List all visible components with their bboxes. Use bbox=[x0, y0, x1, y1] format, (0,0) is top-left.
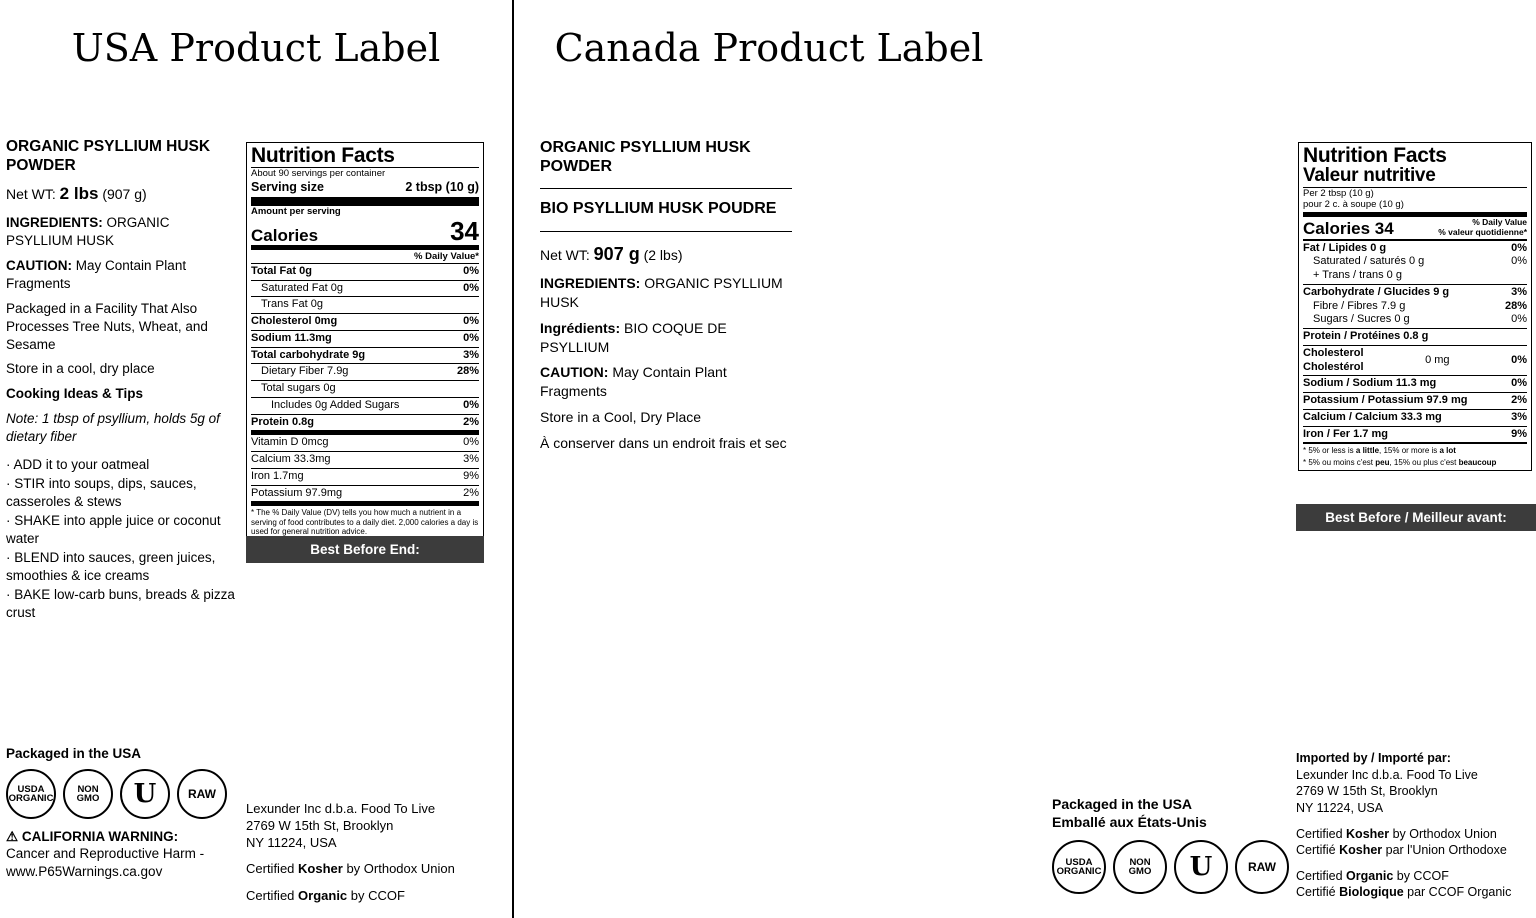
table-row bbox=[1303, 255, 1527, 269]
footnote-bold: a lot bbox=[1439, 446, 1456, 456]
nutrient-label: Cholesterol 0mg bbox=[251, 315, 338, 328]
table-row bbox=[1303, 313, 1527, 327]
address-line: Lexunder Inc d.b.a. Food To Live bbox=[246, 801, 436, 816]
nutrient-dv: 2% bbox=[463, 486, 479, 499]
usda-organic-seal bbox=[6, 769, 56, 819]
usa-cert-organic bbox=[246, 887, 496, 904]
nutrient-dv: 3% bbox=[1511, 285, 1527, 298]
usa-nf-title: Nutrition Facts bbox=[251, 144, 395, 167]
nutrient-dv: 0% bbox=[463, 436, 479, 449]
cert-keyword: Biologique bbox=[1339, 885, 1404, 900]
nutrient-label: Dietary Fiber 7.9g bbox=[261, 365, 349, 378]
divider-line bbox=[540, 188, 792, 189]
raw-seal bbox=[177, 769, 227, 819]
nutrient-label: Saturated / saturés 0 g bbox=[1313, 255, 1425, 268]
usa-nf-serving-size bbox=[251, 180, 479, 196]
canada-importer-header: Imported by / Importé par: bbox=[1296, 751, 1451, 765]
cert-suffix: par l'Union Orthodoxe bbox=[1382, 843, 1507, 858]
table-row bbox=[251, 365, 479, 379]
nutrient-dv: 0% bbox=[1511, 353, 1527, 366]
nutrient-label: Calcium / Calcium 33.3 mg bbox=[1303, 410, 1442, 423]
nutrient-dv: 3% bbox=[1511, 410, 1527, 423]
nutrient-dv: 0% bbox=[463, 264, 479, 277]
canada-nf-dv-fr: % valeur quotidienne* bbox=[1438, 226, 1527, 237]
usa-cert-kosher bbox=[246, 860, 496, 877]
usa-psyllium-note: Note: 1 tbsp of psyllium, holds 5g of dietary fiber bbox=[6, 411, 220, 445]
canada-cert-kosher-en bbox=[1296, 826, 1536, 843]
canada-ingredients-fr-value: BIO COQUE DE PSYLLIUM bbox=[540, 319, 727, 355]
table-row bbox=[1303, 286, 1527, 300]
canada-text-column bbox=[540, 138, 792, 460]
address-line: NY 11224, USA bbox=[1296, 800, 1384, 815]
nutrient-label: Protein / Protéines 0.8 g bbox=[1303, 330, 1429, 343]
canada-storage-fr: À conserver dans un endroit frais et sec bbox=[540, 435, 787, 452]
nutrient-label: Includes 0g Added Sugars bbox=[271, 398, 400, 411]
cert-prefix: Certifié bbox=[1296, 885, 1340, 900]
list-item: · BAKE low-carb buns, breads & pizza crust bbox=[6, 586, 235, 620]
table-row bbox=[251, 332, 479, 346]
nutrient-label: Protein 0.8g bbox=[251, 415, 314, 428]
table-row bbox=[251, 298, 479, 312]
usa-nf-calories-label: Calories bbox=[251, 225, 319, 245]
raw-seal bbox=[1235, 840, 1289, 894]
table-row bbox=[251, 282, 479, 296]
canada-panel bbox=[514, 0, 1527, 918]
usa-nf-amount-per: Amount per serving bbox=[251, 205, 341, 217]
canada-caution-label: CAUTION: bbox=[540, 364, 609, 381]
nutrient-dv: 0% bbox=[463, 315, 479, 328]
canada-storage-en: Store in a Cool, Dry Place bbox=[540, 409, 702, 426]
canada-nf-title-en: Nutrition Facts bbox=[1303, 144, 1447, 167]
nutrient-dv: 3% bbox=[463, 348, 479, 361]
usa-storage-note: Store in a cool, dry place bbox=[6, 361, 155, 377]
cert-prefix: Certified bbox=[246, 887, 299, 903]
cert-keyword: Kosher bbox=[298, 861, 343, 877]
nutrient-label: Total carbohydrate 9g bbox=[251, 348, 366, 361]
seal-line-1: NON bbox=[1129, 856, 1151, 868]
usa-best-before-banner: Best Before End: bbox=[246, 536, 484, 563]
usa-text-column bbox=[6, 138, 238, 623]
seal-line-1: RAW bbox=[1248, 860, 1276, 874]
seal-line-2: GMO bbox=[1128, 866, 1152, 877]
cholesterol-label-en: Cholesterol bbox=[1303, 346, 1364, 359]
usa-cooking-header: Cooking Ideas & Tips bbox=[6, 386, 144, 402]
nutrient-dv: 0% bbox=[1511, 255, 1527, 268]
cert-keyword: Organic bbox=[1346, 868, 1394, 883]
table-row bbox=[1303, 411, 1527, 425]
table-row bbox=[251, 436, 479, 450]
canada-net-weight bbox=[540, 242, 792, 266]
nutrient-dv: 9% bbox=[463, 469, 479, 482]
canada-nf-dv-en: % Daily Value bbox=[1472, 217, 1527, 228]
nutrient-label: Total sugars 0g bbox=[261, 382, 336, 395]
cert-keyword: Organic bbox=[298, 887, 348, 903]
seal-line-1: U bbox=[133, 779, 157, 809]
nutrient-dv: 2% bbox=[1511, 394, 1527, 407]
address-line: NY 11224, USA bbox=[246, 835, 337, 851]
canada-packaged-fr: Emballé aux États-Unis bbox=[1052, 814, 1207, 831]
usa-nf-dv-header: % Daily Value* bbox=[414, 250, 479, 262]
nutrient-dv: 0% bbox=[1511, 241, 1527, 254]
nutrient-dv: 28% bbox=[1504, 299, 1527, 312]
canada-net-weight-value: 907 g bbox=[593, 243, 640, 264]
footnote-bold: peu bbox=[1375, 457, 1390, 467]
canada-ingredients-value: ORGANIC PSYLLIUM HUSK bbox=[540, 274, 783, 310]
usa-ingredients-value: ORGANIC PSYLLIUM HUSK bbox=[6, 214, 170, 248]
canada-nf-title-fr: Valeur nutritive bbox=[1303, 165, 1436, 187]
usa-product-name: ORGANIC PSYLLIUM HUSK POWDER bbox=[6, 138, 211, 174]
table-row bbox=[251, 399, 479, 413]
nutrient-label: Iron 1.7mg bbox=[251, 469, 304, 482]
nutrient-label: Sugars / Sucres 0 g bbox=[1313, 313, 1410, 326]
cert-suffix: by Orthodox Union bbox=[1389, 826, 1497, 841]
table-row bbox=[251, 453, 479, 467]
footnote-part: * 5% ou moins c'est bbox=[1303, 457, 1376, 467]
canada-importer-block bbox=[1296, 750, 1536, 901]
usa-caution-value: May Contain Plant Fragments bbox=[6, 257, 187, 291]
usa-packaged-in: Packaged in the USA bbox=[6, 746, 142, 761]
usa-bottom-block bbox=[6, 746, 242, 880]
table-row bbox=[251, 315, 479, 329]
usa-caution bbox=[6, 257, 238, 293]
cert-keyword: Kosher bbox=[1339, 843, 1383, 858]
table-row bbox=[1303, 394, 1527, 408]
non-gmo-seal bbox=[63, 769, 113, 819]
usa-ingredients bbox=[6, 214, 238, 250]
cert-prefix: Certified bbox=[246, 861, 299, 877]
cert-prefix: Certified bbox=[1296, 868, 1347, 883]
usa-panel-title: USA Product Label bbox=[71, 26, 441, 70]
list-item: · STIR into soups, dips, sauces, casseroles & stews bbox=[6, 476, 197, 510]
list-item: · SHAKE into apple juice or coconut water bbox=[6, 513, 221, 547]
canada-panel-title: Canada Product Label bbox=[554, 26, 984, 70]
nutrient-dv: 0% bbox=[1511, 377, 1527, 390]
cholesterol-value: 0 mg bbox=[1425, 353, 1450, 366]
canada-net-weight-label: Net WT: bbox=[540, 246, 590, 263]
canada-best-before-banner: Best Before / Meilleur avant: bbox=[1296, 504, 1536, 531]
canada-nf-footnote-fr bbox=[1303, 458, 1527, 467]
list-item: · ADD it to your oatmeal bbox=[6, 457, 150, 473]
canada-packaged-en: Packaged in the USA bbox=[1052, 796, 1193, 812]
table-row bbox=[251, 487, 479, 501]
canada-nf-calories-row bbox=[1303, 218, 1527, 238]
cert-suffix: by CCOF bbox=[347, 887, 405, 903]
canada-caution-value: May Contain Plant Fragments bbox=[540, 364, 727, 400]
usa-address-block bbox=[246, 800, 496, 904]
canada-nf-per-fr: pour 2 c. à soupe (10 g) bbox=[1303, 199, 1404, 211]
cert-suffix: by CCOF bbox=[1393, 868, 1449, 883]
usa-net-weight-alt: (907 g) bbox=[102, 186, 147, 203]
nutrient-label: Vitamin D 0mcg bbox=[251, 436, 329, 449]
usa-net-weight-label: Net WT: bbox=[6, 186, 56, 203]
usa-seal-group bbox=[6, 769, 242, 819]
address-line: 2769 W 15th St, Brooklyn bbox=[246, 818, 394, 834]
nutrient-label: Iron / Fer 1.7 mg bbox=[1303, 427, 1388, 440]
canada-cert-kosher-fr bbox=[1296, 842, 1536, 859]
nutrient-label: + Trans / trans 0 g bbox=[1313, 269, 1402, 282]
canada-product-name-fr: BIO PSYLLIUM HUSK POUDRE bbox=[540, 200, 777, 218]
seal-line-1: RAW bbox=[188, 787, 216, 801]
table-row bbox=[251, 349, 479, 363]
canada-ingredients-fr bbox=[540, 319, 792, 357]
nutrient-dv: 0% bbox=[463, 331, 479, 344]
kosher-union-seal bbox=[120, 769, 170, 819]
usa-nf-serving-size-label: Serving size bbox=[251, 180, 324, 195]
canada-net-weight-alt: (2 lbs) bbox=[643, 246, 683, 263]
nutrient-label: Sodium 11.3mg bbox=[251, 331, 332, 344]
canada-caution bbox=[540, 363, 792, 401]
footnote-bold: beaucoup bbox=[1458, 457, 1497, 467]
nutrient-label: Potassium 97.9mg bbox=[251, 486, 343, 499]
table-row bbox=[1303, 300, 1527, 314]
footnote-part: , 15% or more is bbox=[1379, 446, 1440, 456]
nutrient-label: Calcium 33.3mg bbox=[251, 453, 331, 466]
nutrient-dv: 0% bbox=[463, 281, 479, 294]
table-row-cholesterol bbox=[1303, 347, 1527, 375]
table-row bbox=[251, 382, 479, 396]
nutrient-dv: 3% bbox=[463, 453, 479, 466]
nutrient-label: Sodium / Sodium 11.3 mg bbox=[1303, 377, 1437, 390]
canada-cert-organic-fr bbox=[1296, 884, 1536, 901]
seal-line-1: U bbox=[1189, 852, 1213, 882]
usa-nf-calories-value: 34 bbox=[450, 215, 479, 246]
canada-ingredients-en bbox=[540, 274, 792, 312]
footnote-part: , 15% ou plus c'est bbox=[1389, 457, 1459, 467]
canada-nf-calories: Calories 34 bbox=[1303, 218, 1394, 238]
nutrient-label: Total Fat 0g bbox=[251, 264, 312, 277]
usa-ingredients-label: INGREDIENTS: bbox=[6, 214, 103, 230]
nutrient-dv: 0% bbox=[463, 398, 479, 411]
divider-line bbox=[540, 231, 792, 232]
canada-seal-group bbox=[1052, 840, 1289, 894]
usa-nf-servings: About 90 servings per container bbox=[251, 168, 386, 180]
usa-caution-label: CAUTION: bbox=[6, 257, 72, 273]
nutrient-label: Potassium / Potassium 97.9 mg bbox=[1303, 394, 1468, 407]
table-row bbox=[1303, 269, 1527, 283]
table-row bbox=[251, 265, 479, 279]
seal-line-1: USDA bbox=[1065, 856, 1093, 868]
seal-line-1: NON bbox=[77, 783, 99, 795]
kosher-union-seal bbox=[1174, 840, 1228, 894]
canada-packaged-block bbox=[1052, 795, 1282, 831]
footnote-bold: a little bbox=[1355, 446, 1380, 456]
usa-tips-list bbox=[6, 456, 238, 622]
usa-net-weight-value: 2 lbs bbox=[59, 184, 99, 204]
usa-nutrition-facts-panel bbox=[246, 142, 484, 541]
nutrient-dv: 2% bbox=[463, 415, 479, 428]
nutrient-label: Fat / Lipides 0 g bbox=[1303, 241, 1387, 254]
usa-nf-calories-row bbox=[251, 215, 479, 246]
nutrient-label: Carbohydrate / Glucides 9 g bbox=[1303, 285, 1450, 298]
canada-product-name-en: ORGANIC PSYLLIUM HUSK POWDER bbox=[540, 139, 751, 176]
canada-nf-footnote-en bbox=[1303, 446, 1527, 455]
usa-nf-serving-size-value: 2 tbsp (10 g) bbox=[405, 180, 479, 195]
nutrient-label: Trans Fat 0g bbox=[261, 298, 323, 311]
usa-nf-footnote: * The % Daily Value (DV) tells you how much a nutrient in a serving of food contributes to a daily diet. 2,000 calories a day is used for general nutrition advice. bbox=[251, 508, 479, 537]
table-row bbox=[1303, 242, 1527, 256]
nutrient-dv: 0% bbox=[1511, 313, 1527, 326]
usa-panel bbox=[0, 0, 512, 918]
cholesterol-label bbox=[1303, 347, 1364, 375]
california-warning-title: ⚠ CALIFORNIA WARNING: bbox=[6, 829, 179, 844]
nutrient-dv: 9% bbox=[1511, 427, 1527, 440]
table-row bbox=[251, 416, 479, 430]
cert-suffix: par CCOF Organic bbox=[1403, 885, 1512, 900]
canada-nf-per-en: Per 2 tbsp (10 g) bbox=[1303, 188, 1374, 200]
usda-organic-seal bbox=[1052, 840, 1106, 894]
cholesterol-label-fr: Cholestérol bbox=[1303, 360, 1364, 373]
address-line: Lexunder Inc d.b.a. Food To Live bbox=[1296, 767, 1478, 782]
seal-line-2: ORGANIC bbox=[1056, 866, 1102, 877]
cert-keyword: Kosher bbox=[1346, 826, 1390, 841]
canada-ingredients-fr-label: Ingrédients: bbox=[540, 319, 621, 336]
cert-prefix: Certifié bbox=[1296, 843, 1340, 858]
cert-prefix: Certified bbox=[1296, 826, 1347, 841]
nutrient-label: Saturated Fat 0g bbox=[261, 281, 343, 294]
list-item: · BLEND into sauces, green juices, smoothies & ice creams bbox=[6, 550, 216, 583]
usa-facility-note: Packaged in a Facility That Also Processes Tree Nuts, Wheat, and Sesame bbox=[6, 300, 208, 352]
table-row bbox=[251, 470, 479, 484]
seal-line-2: GMO bbox=[76, 793, 100, 804]
table-row bbox=[1303, 377, 1527, 391]
canada-nutrition-facts-panel bbox=[1298, 142, 1532, 471]
seal-line-1: USDA bbox=[17, 783, 45, 795]
california-warning-body: Cancer and Reproductive Harm - www.P65Warnings.ca.gov bbox=[6, 846, 205, 879]
address-line: 2769 W 15th St, Brooklyn bbox=[1296, 784, 1438, 799]
cert-suffix: by Orthodox Union bbox=[342, 861, 455, 877]
canada-cert-organic-en bbox=[1296, 868, 1536, 885]
usa-net-weight bbox=[6, 183, 238, 206]
canada-nf-dv-header bbox=[1438, 218, 1527, 238]
seal-line-2: ORGANIC bbox=[8, 793, 54, 804]
table-row bbox=[1303, 428, 1527, 442]
canada-ingredients-label: INGREDIENTS: bbox=[540, 274, 641, 291]
nutrient-dv: 28% bbox=[456, 365, 479, 378]
footnote-part: * 5% or less is bbox=[1303, 446, 1356, 456]
table-row bbox=[1303, 330, 1527, 344]
non-gmo-seal bbox=[1113, 840, 1167, 894]
nutrient-label: Fibre / Fibres 7.9 g bbox=[1313, 299, 1406, 312]
